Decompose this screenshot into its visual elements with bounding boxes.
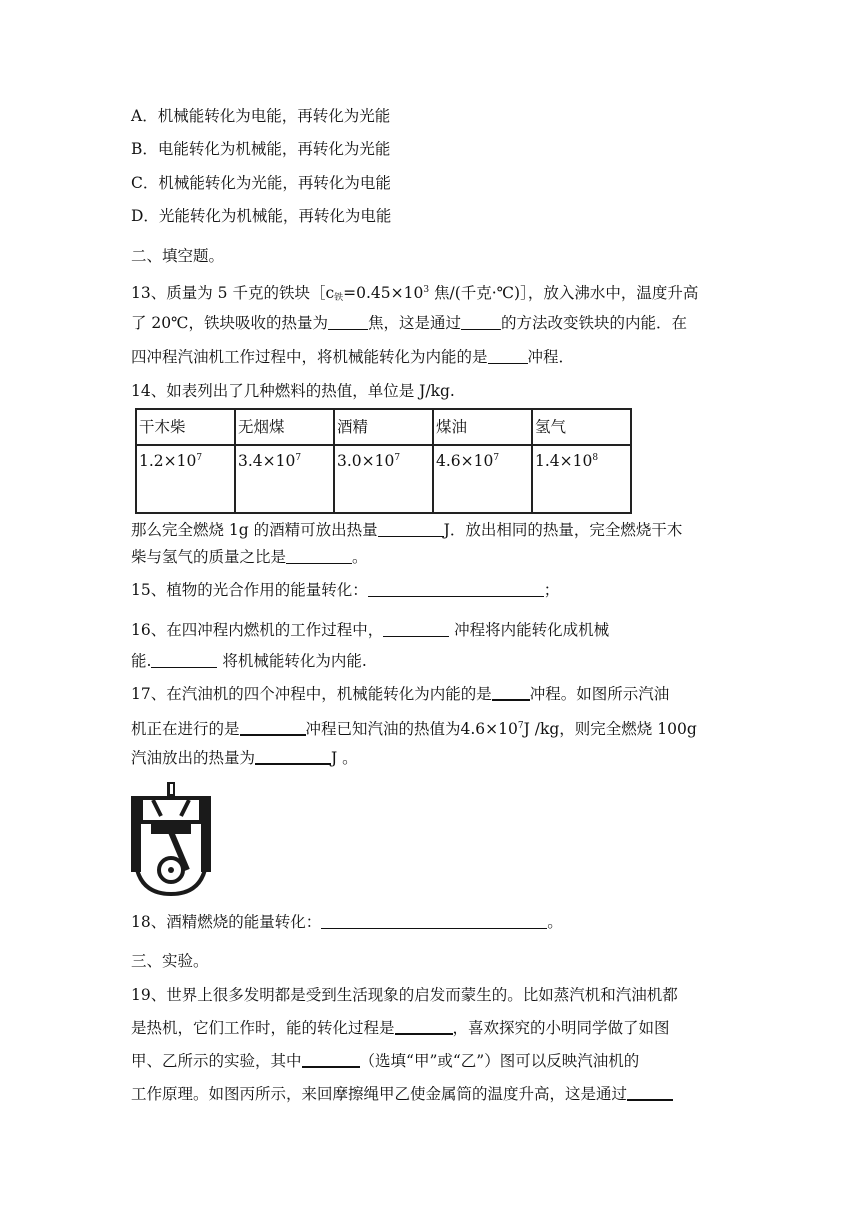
option-c: C．机械能转化为光能，再转化为电能 [131, 174, 391, 192]
q17-blank-1[interactable] [492, 685, 530, 701]
section-experiment-heading: 三、实验。 [131, 952, 209, 970]
q16-line2: 能. 将机械能转化为内能. [131, 652, 367, 670]
q19-line1: 19、世界上很多发明都是受到生活现象的启发而蒙生的。比如蒸汽机和汽油机都 [131, 986, 678, 1004]
table-value-cell: $1.4\times 10^8$ [532, 445, 631, 513]
q15-line: 15、植物的光合作用的能量转化： ； [131, 581, 560, 599]
q14-intro: 14、如表列出了几种燃料的热值，单位是 J/kg. [131, 382, 455, 400]
q13-line1: 13、质量为 5 千克的铁块$[c_铁=0.45\times 10^3$ 焦/(千克·℃)］，放入沸水中，温度升高 [131, 284, 699, 303]
q13-blank-stroke[interactable] [488, 349, 528, 364]
table-header-cell: 干木柴 [136, 409, 235, 445]
q13-line2: 了 20℃，铁块吸收的热量为 焦，这是通过 的方法改变铁块的内能．在 [131, 314, 688, 332]
option-a: A．机械能转化为电能，再转化为光能 [131, 107, 391, 125]
table-header-cell: 酒精 [334, 409, 433, 445]
q13-blank-heat[interactable] [328, 315, 368, 330]
q17-line3: 汽油放出的热量为 J 。 [131, 749, 358, 767]
q16-line1: 16、在四冲程内燃机的工作过程中， 冲程将内能转化成机械 [131, 621, 610, 639]
q19-line2: 是热机，它们工作时，能的转化过程是 ，喜欢探究的小明同学做了如图 [131, 1019, 670, 1037]
engine-figure [131, 782, 211, 902]
table-value-cell: $4.6\times 10^7$ [433, 445, 532, 513]
q14-blank-heat[interactable] [378, 522, 444, 537]
table-header-cell: 氢气 [532, 409, 631, 445]
q14-blank-ratio[interactable] [286, 549, 352, 564]
q14-line1: 那么完全燃烧 1g 的酒精可放出热量 J．放出相同的热量，完全燃烧干木 [131, 521, 683, 539]
q17-blank-3[interactable] [255, 749, 331, 765]
table-value-cell: $3.0\times 10^7$ [334, 445, 433, 513]
section-fill-blank-heading: 二、填空题。 [131, 247, 225, 265]
table-header-cell: 煤油 [433, 409, 532, 445]
q19-line4: 工作原理。如图丙所示，来回摩擦绳甲乙使金属筒的温度升高，这是通过 [131, 1084, 673, 1104]
fuel-heat-table [135, 408, 632, 514]
q16-blank-2[interactable] [151, 653, 217, 668]
q17-line1: 17、在汽油机的四个冲程中，机械能转化为内能的是 冲程。如图所示汽油 [131, 685, 670, 703]
option-b: B．电能转化为机械能，再转化为光能 [131, 140, 391, 158]
q16-blank-1[interactable] [383, 622, 449, 637]
q17-line2: 机正在进行的是 冲程已知汽油的热值为$4.6\times 10^7J$ /kg，则完全燃烧 100g [131, 720, 697, 738]
q13-line3: 四冲程汽油机工作过程中，将机械能转化为内能的是 冲程． [131, 348, 575, 366]
q19-line3: 甲、乙所示的实验，其中 （选填“甲”或“乙”）图可以反映汽油机的 [131, 1052, 640, 1070]
q19-blank-2[interactable] [302, 1052, 360, 1068]
table-header-cell: 无烟煤 [235, 409, 334, 445]
option-d: D．光能转化为机械能，再转化为电能 [131, 207, 392, 225]
q17-blank-2[interactable] [240, 720, 306, 736]
q13-blank-method[interactable] [461, 315, 501, 330]
table-value-cell: $1.2\times 10^7$ [136, 445, 235, 513]
q19-blank-1[interactable] [395, 1019, 453, 1035]
q18-line: 18、酒精燃烧的能量转化： 。 [131, 913, 563, 931]
q18-blank[interactable] [321, 914, 547, 929]
engine-icon [131, 782, 211, 898]
q19-blank-3[interactable] [627, 1085, 673, 1101]
q14-line2: 柴与氢气的质量之比是 。 [131, 548, 368, 566]
q15-blank[interactable] [368, 582, 544, 597]
table-value-cell: $3.4\times 10^7$ [235, 445, 334, 513]
